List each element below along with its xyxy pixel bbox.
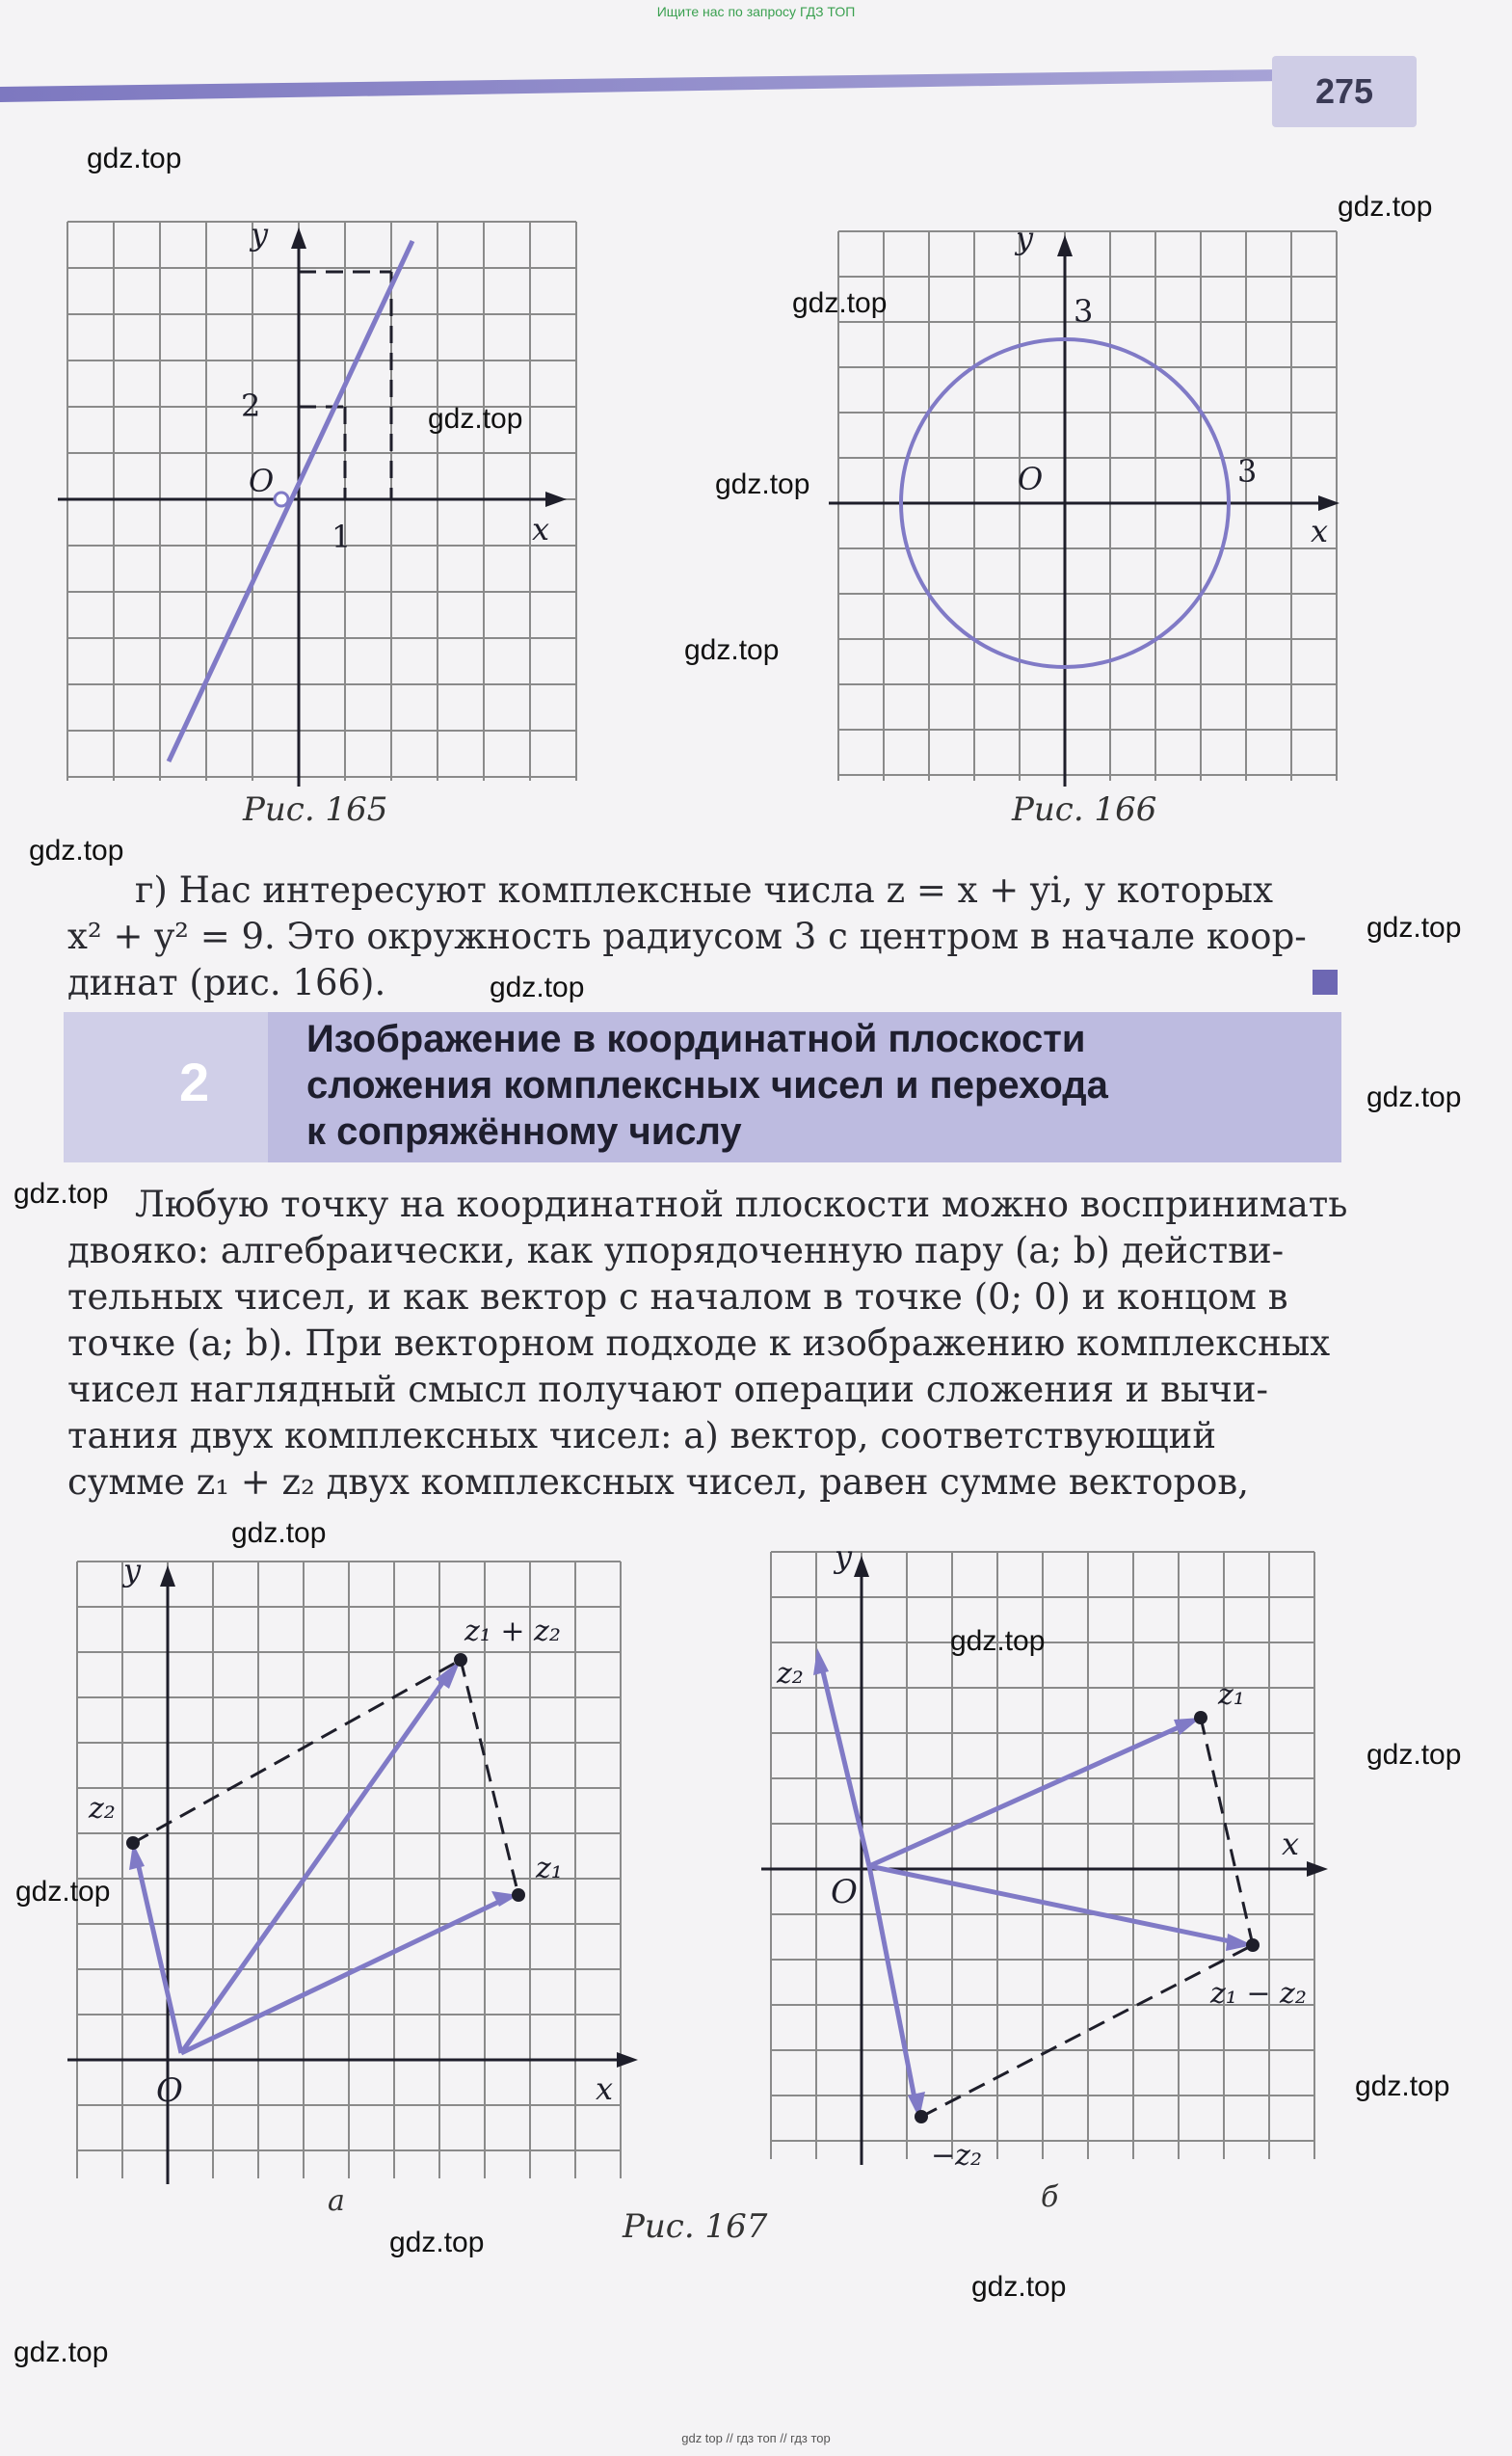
- vector-endpoints: [126, 1653, 525, 1902]
- axes: [58, 227, 567, 787]
- watermark: gdz.top: [684, 634, 780, 666]
- figure-165: [58, 212, 597, 790]
- text-line: двояко: алгебраически, как упорядоченную пару (a; b) действи-: [67, 1230, 1285, 1271]
- text-line: Любую точку на координатной плоскости можно воспринимать: [135, 1184, 1348, 1225]
- origin-label: O: [1018, 461, 1044, 497]
- text-line: чисел наглядный смысл получают операции сложения и вычи-: [67, 1369, 1269, 1410]
- grid: [67, 222, 576, 781]
- text-line: тания двух комплексных чисел: а) вектор, соответствующий: [67, 1415, 1216, 1456]
- section-number-box: [64, 1012, 268, 1162]
- end-of-solution-marker: [1313, 970, 1338, 995]
- watermark: gdz.top: [13, 1178, 109, 1210]
- text-line: сумме z₁ + z₂ двух комплексных чисел, равен сумме векторов,: [67, 1461, 1250, 1503]
- tick-label-3-top: 3: [1074, 293, 1094, 330]
- watermark: gdz.top: [1355, 2070, 1450, 2102]
- x-axis-label: x: [532, 511, 550, 547]
- fig167a-label: а: [328, 2184, 345, 2218]
- vectors: [813, 1648, 1253, 2119]
- hollow-origin-point: [275, 493, 288, 506]
- section-title-line: к сопряжённому числу: [306, 1110, 742, 1153]
- difference-label: z₁ − z₂: [1210, 1977, 1307, 2011]
- z2-label: z₂: [89, 1792, 116, 1826]
- text-line: динат (рис. 166).: [67, 962, 386, 1003]
- section-number: 2: [179, 1052, 210, 1112]
- watermark: gdz.top: [87, 143, 182, 174]
- figure-167b: [761, 1542, 1330, 2169]
- origin-label: O: [249, 463, 275, 499]
- footer-note: gdz top // гдз топ // гдз тор: [681, 2431, 831, 2445]
- dashed-parallelogram: [133, 1660, 518, 1895]
- text-line: г) Нас интересуют комплексные числа z = x + yi, у которых: [135, 869, 1273, 911]
- watermark: gdz.top: [13, 2336, 109, 2368]
- x-axis-label: x: [1311, 513, 1329, 549]
- watermark: gdz.top: [971, 2271, 1067, 2303]
- y-axis-label: y: [1016, 222, 1034, 256]
- fig167-caption: Рис. 167: [623, 2207, 768, 2246]
- text-line: тельных чисел, и как вектор с началом в точке (0; 0) и концом в: [67, 1276, 1288, 1318]
- watermark: gdz.top: [1366, 1739, 1462, 1771]
- z1-label: z₁: [1218, 1678, 1245, 1712]
- tick-label-2: 2: [241, 387, 261, 424]
- tick-label-3-right: 3: [1237, 453, 1258, 490]
- watermark: gdz.top: [1366, 1081, 1462, 1113]
- fig167b-label: б: [1041, 2180, 1059, 2214]
- fig166-caption: Рис. 166: [1012, 790, 1157, 829]
- origin-label: O: [156, 2071, 183, 2110]
- tick-label-1: 1: [332, 519, 352, 555]
- watermark: gdz.top: [428, 403, 523, 435]
- section-title-line: сложения комплексных чисел и перехода: [306, 1064, 1108, 1107]
- y-axis-label: y: [123, 1552, 142, 1588]
- x-axis-label: x: [1282, 1826, 1300, 1862]
- figure-167a: [67, 1552, 646, 2188]
- text-line: x² + y² = 9. Это окружность радиусом 3 с центром в начале коор-: [67, 916, 1307, 957]
- watermark: gdz.top: [29, 835, 124, 867]
- watermark: gdz.top: [792, 287, 888, 319]
- watermark: gdz.top: [1366, 912, 1462, 944]
- watermark: gdz.top: [389, 2227, 485, 2258]
- vectors: [129, 1660, 518, 2053]
- watermark: gdz.top: [1338, 191, 1433, 223]
- search-hint: Ищите нас по запросу ГДЗ ТОП: [656, 4, 856, 19]
- watermark: gdz.top: [715, 468, 810, 500]
- page-number: 275: [1272, 56, 1417, 127]
- watermark: gdz.top: [950, 1625, 1046, 1657]
- origin-label: O: [831, 1873, 858, 1911]
- section-title-line: Изображение в координатной плоскости: [306, 1018, 1086, 1060]
- y-axis-label: y: [835, 1542, 853, 1575]
- z1-label: z₁: [536, 1852, 563, 1885]
- section-title: [306, 1016, 1108, 1155]
- watermark: gdz.top: [490, 972, 585, 1003]
- watermark: gdz.top: [15, 1876, 111, 1908]
- figure-166: [829, 222, 1349, 790]
- sum-label: z₁ + z₂: [464, 1615, 561, 1648]
- watermark: gdz.top: [231, 1517, 327, 1549]
- fig165-caption: Рис. 165: [243, 790, 388, 829]
- y-axis-label: y: [251, 216, 269, 253]
- x-axis-label: x: [596, 2070, 614, 2107]
- neg-z2-label: −z₂: [931, 2139, 982, 2169]
- z2-label: z₂: [777, 1657, 804, 1691]
- text-line: точке (a; b). При векторном подходе к изображению комплексных: [67, 1322, 1331, 1364]
